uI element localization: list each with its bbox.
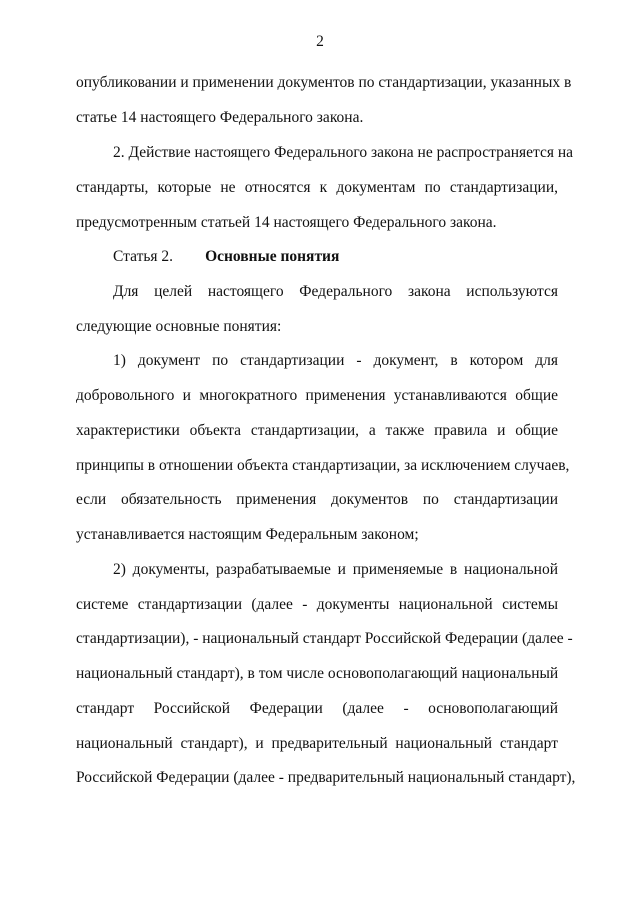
article-number: Статья 2. [113,248,174,265]
text-line: характеристики объекта стандартизации, а также правила и общие [76,422,558,439]
article-title: Основные понятия [205,248,340,265]
text-line: Для целей настоящего Федерального закона используются [113,283,558,300]
text-line: 2. Действие настоящего Федерального закона не распространяется на [113,144,574,161]
text-line: предусмотренным статьей 14 настоящего Федерального закона. [76,214,497,231]
text-line: добровольного и многократного применения устанавливаются общие [76,387,558,404]
text-line: Российской Федерации (далее - предварительный национальный стандарт), [76,769,576,786]
text-line: 2) документы, разрабатываемые и применяемые в национальной [113,561,558,578]
text-line: принципы в отношении объекта стандартизации, за исключением случаев, [76,457,570,474]
text-line: системе стандартизации (далее - документы национальной системы [76,596,558,613]
text-line: опубликовании и применении документов по стандартизации, указанных в [76,74,572,91]
text-line: если обязательность применения документов по стандартизации [76,491,558,508]
text-line: 1) документ по стандартизации - документ, в котором для [113,352,558,369]
page-number: 2 [316,33,324,50]
text-line: устанавливается настоящим Федеральным законом; [76,526,419,543]
text-line: национальный стандарт), и предварительный национальный стандарт [76,735,558,752]
article-heading [113,247,339,267]
text-line: статье 14 настоящего Федерального закона. [76,109,364,126]
text-line: следующие основные понятия: [76,318,282,335]
text-line: стандартизации), - национальный стандарт Российской Федерации (далее - [76,630,573,647]
text-line: стандарт Российской Федерации (далее - основополагающий [76,700,558,717]
text-line: стандарты, которые не относятся к документам по стандартизации, [76,179,558,196]
text-line: национальный стандарт), в том числе основополагающий национальный [76,665,559,682]
